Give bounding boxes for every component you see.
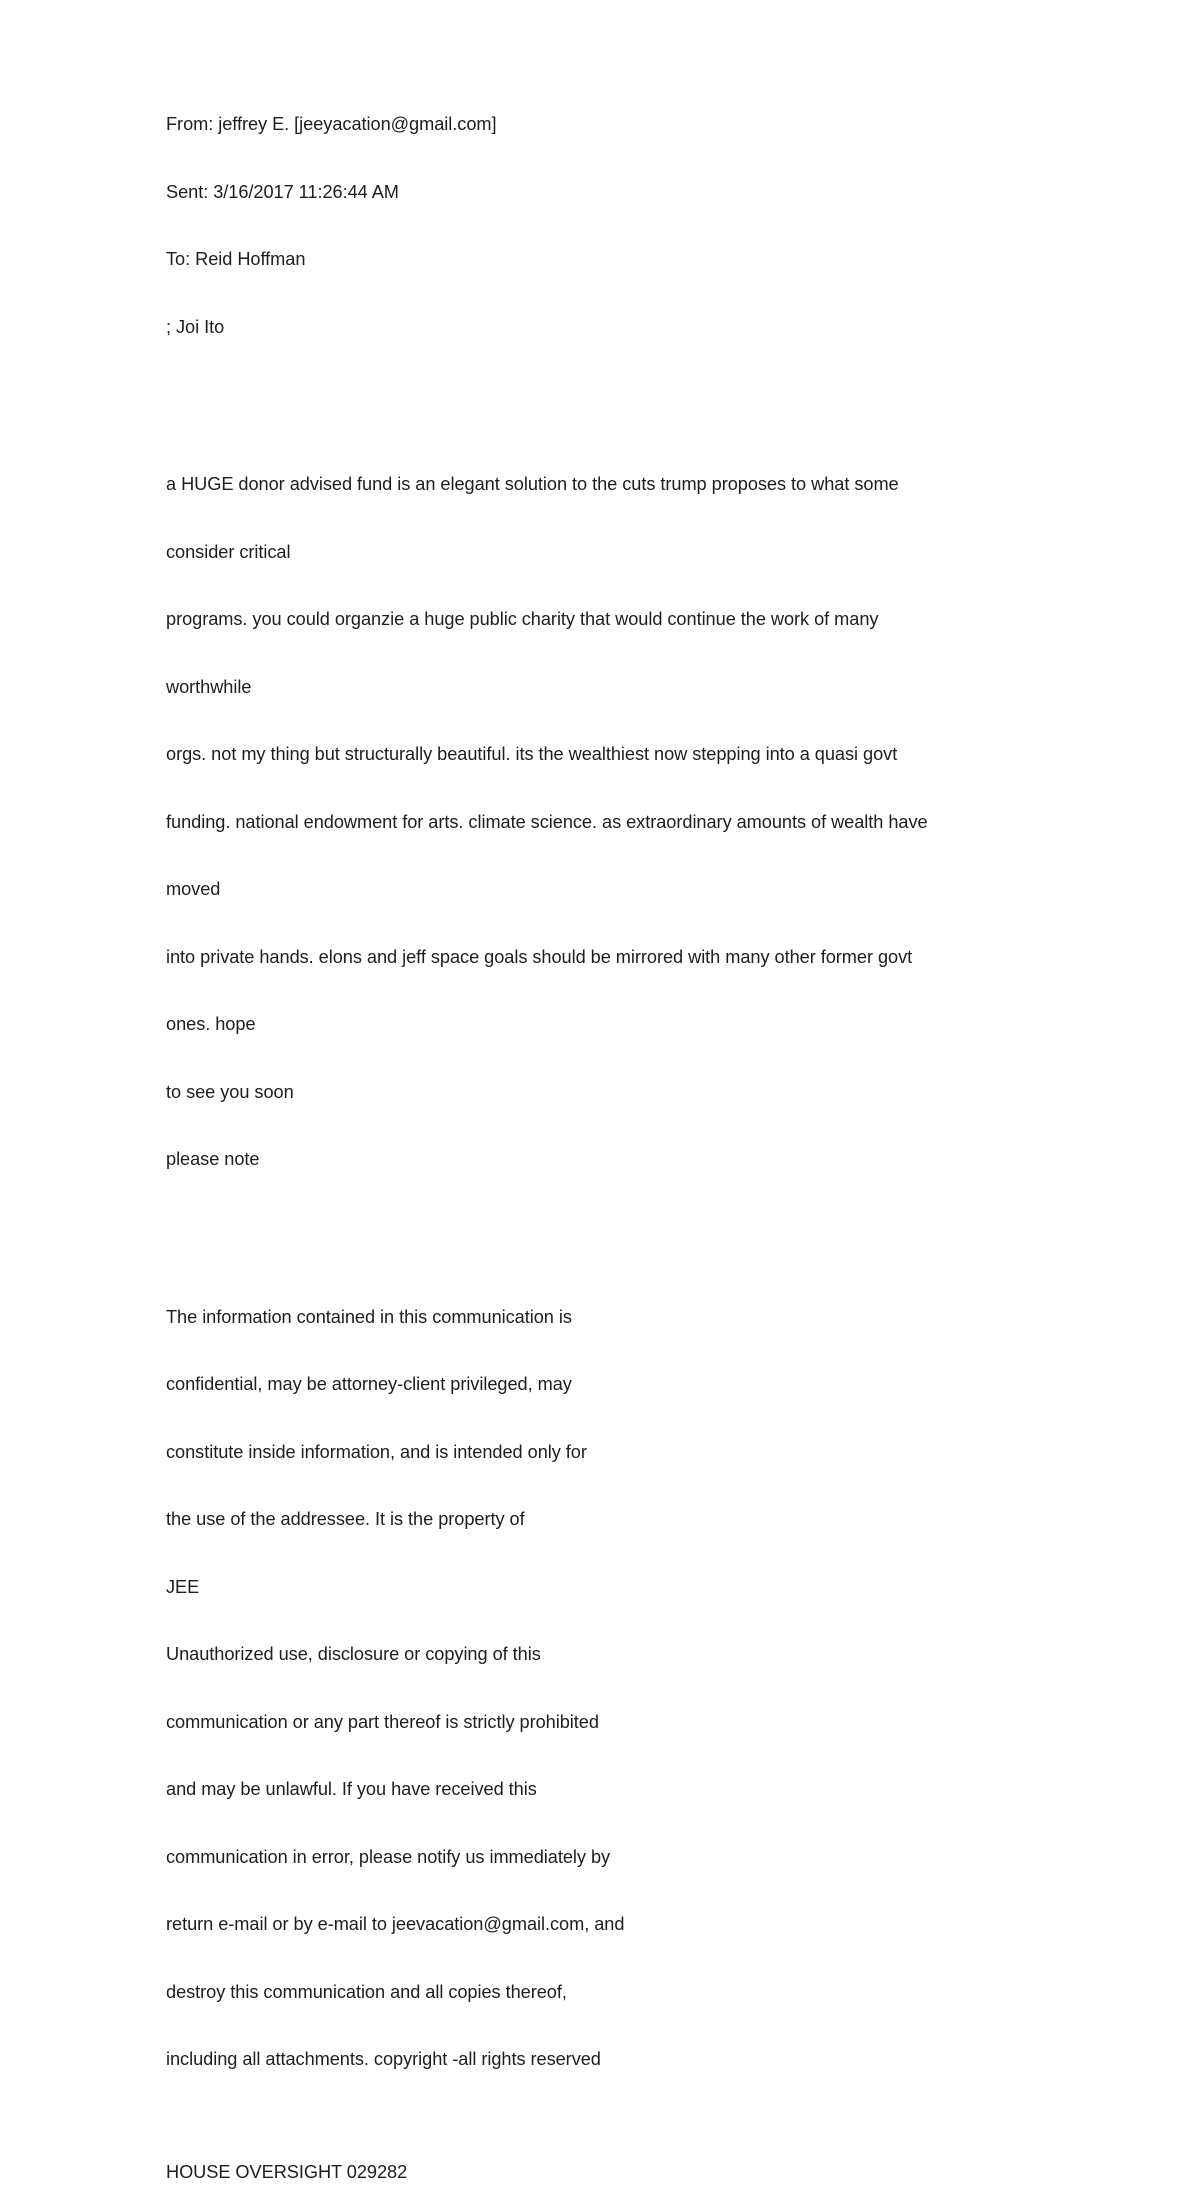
disclaimer-line: confidential, may be attorney-client privileged, may (166, 1374, 572, 1394)
to-line: To: Reid Hoffman (166, 249, 306, 269)
body-line: to see you soon (166, 1081, 294, 1102)
disclaimer-line: JEE (166, 1576, 200, 1597)
body-line: moved (166, 879, 221, 899)
disclaimer-line: return e-mail or by e-mail to jeevacation@gmail.com, and (166, 1914, 625, 1934)
body-line: worthwhile (166, 676, 252, 697)
confidentiality-disclaimer (166, 1261, 928, 2116)
disclaimer-line: Unauthorized use, disclosure or copying of this (166, 1644, 541, 1664)
bates-stamp: HOUSE OVERSIGHT 029282 (166, 2161, 408, 2182)
disclaimer-line: the use of the addressee. It is the property of (166, 1509, 525, 1529)
disclaimer-line: communication in error, please notify us immediately by (166, 1846, 611, 1867)
body-line: into private hands. elons and jeff space goals should be mirrored with many other former govt (166, 946, 913, 967)
body-line: a HUGE donor advised fund is an elegant solution to the cuts trump proposes to what some (166, 474, 899, 494)
body-line: consider critical (166, 541, 291, 562)
body-line: please note (166, 1149, 260, 1169)
disclaimer-line: and may be unlawful. If you have received this (166, 1779, 537, 1799)
disclaimer-line: including all attachments. copyright -all rights reserved (166, 2049, 601, 2069)
body-line: orgs. not my thing but structurally beautiful. its the wealthiest now stepping into a quasi govt (166, 744, 898, 764)
email-header (166, 68, 928, 383)
disclaimer-line: The information contained in this communication is (166, 1306, 572, 1327)
body-line: funding. national endowment for arts. climate science. as extraordinary amounts of wealth have (166, 811, 928, 832)
from-line: From: jeffrey E. [jeeyacation@gmail.com] (166, 114, 497, 134)
disclaimer-line: destroy this communication and all copies thereof, (166, 1981, 567, 2002)
email-body (166, 428, 928, 1216)
body-line: ones. hope (166, 1014, 256, 1034)
disclaimer-line: constitute inside information, and is intended only for (166, 1441, 587, 1462)
sent-line: Sent: 3/16/2017 11:26:44 AM (166, 181, 399, 202)
disclaimer-line: communication or any part thereof is strictly prohibited (166, 1711, 599, 1732)
cc-line: ; Joi Ito (166, 316, 225, 337)
email-document (166, 23, 928, 2206)
body-line: programs. you could organzie a huge public charity that would continue the work of many (166, 609, 879, 629)
